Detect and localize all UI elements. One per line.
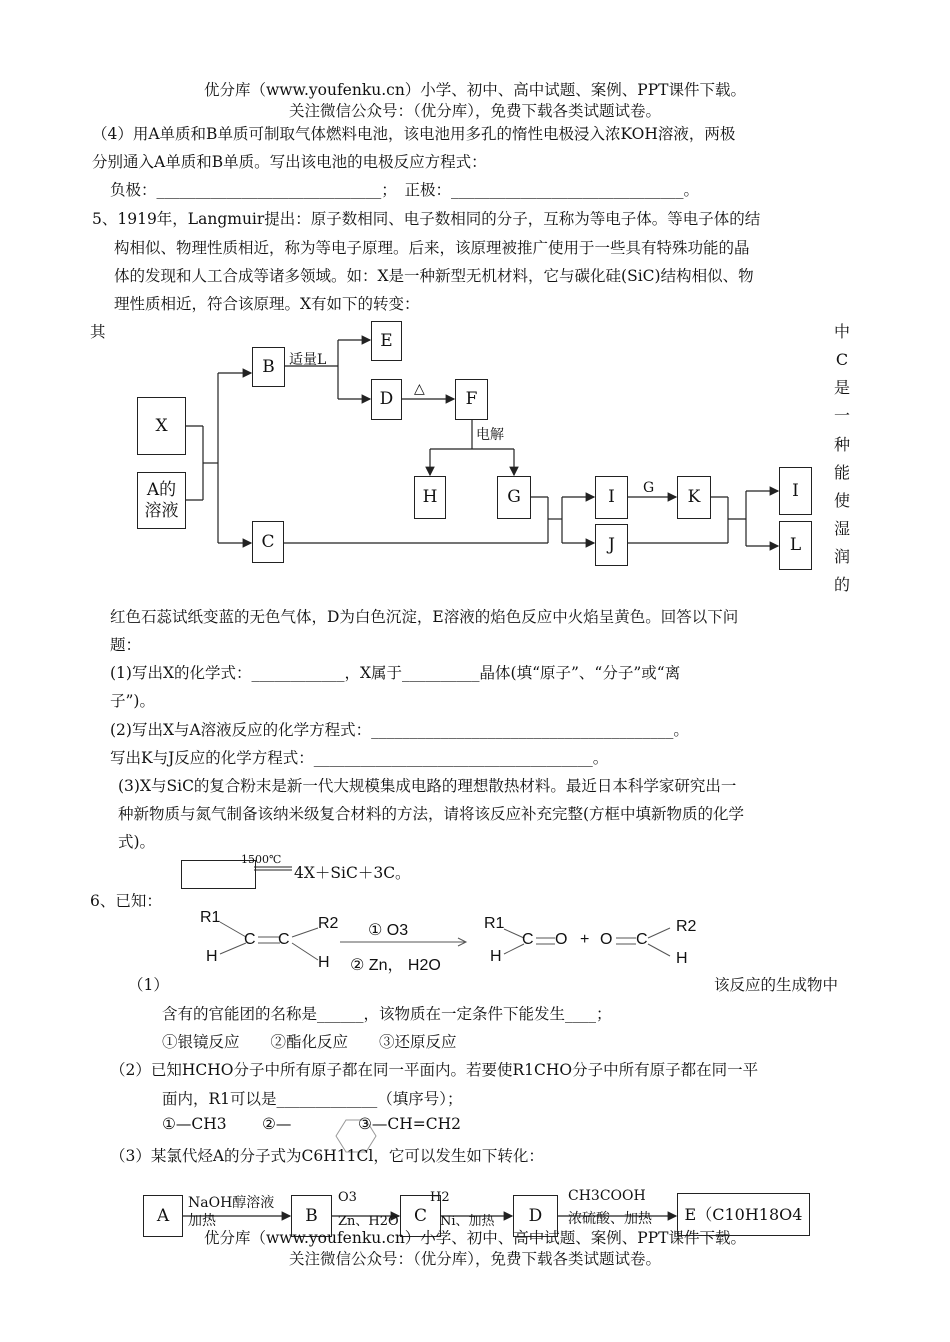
q5-sub3-line1: (3)X与SiC的复合粉末是新一代大规模集成电路的理想散热材料。最近日本科学家研究出一 [118, 777, 737, 795]
q5-sub1-line1: (1)写出X的化学式：____________，X属于__________晶体(填“原子”、“分子”或“离 [110, 664, 681, 682]
chain-node-e: E（C10H18O4 [677, 1193, 810, 1236]
q6-p1-line2: 含有的官能团的名称是______，该物质在一定条件下能发生____； [162, 1005, 612, 1023]
scheme-c1: C [244, 931, 256, 948]
side-char: 能 [833, 463, 850, 482]
side-char: 中 [833, 322, 850, 341]
q5-after-2: 题： [110, 636, 142, 654]
chain-node-d: D [513, 1195, 558, 1237]
q5-sub2-line1: (2)写出X与A溶液反应的化学方程式：_______________________________________。 [110, 721, 689, 739]
q5-sub2-line2: 写出K与J反应的化学方程式：____________________________________。 [110, 749, 609, 767]
q6-p2-opt2: ②— [262, 1115, 292, 1133]
q5-sub3-line2: 种新物质与氮气制备该纳米级复合材料的方法，请将该反应补充完整(方框中填新物质的化学 [118, 805, 745, 823]
q5-sub3-line3: 式)。 [118, 833, 156, 851]
scheme-h1: H [206, 948, 218, 965]
reaction-rhs: 4X＋SiC＋3C。 [294, 864, 411, 882]
scheme-cond1: ① O3 [368, 922, 409, 939]
q5-intro-1: 5、1919年，Langmuir提出：原子数相同、电子数相同的分子，互称为等电子体。等电子体的结 [92, 210, 761, 228]
side-char: 种 [833, 435, 850, 454]
chain-cond3-bottom: Ni、加热 [440, 1214, 495, 1229]
label-proper-l: 适量L [289, 352, 327, 368]
side-char: 是 [833, 378, 850, 397]
product-h2: H [676, 950, 688, 967]
label-electrolysis: 电解 [476, 427, 504, 443]
node-f: F [455, 379, 488, 420]
product-c1: C [522, 931, 534, 948]
side-char: 一 [833, 406, 850, 425]
side-char: C [835, 350, 849, 369]
scheme-r1: R1 [200, 909, 221, 926]
node-c: C [252, 521, 284, 563]
q6-p1-left: （1） [128, 976, 169, 994]
reaction-condition: 1500℃ [241, 853, 282, 866]
header-line-1: 优分库（www.youfenku.cn）小学、初中、高中试题、案例、PPT课件下载。 [203, 81, 747, 99]
chain-node-b: B [291, 1195, 332, 1237]
footer-line-1: 优分库（www.youfenku.cn）小学、初中、高中试题、案例、PPT课件下载。 [203, 1229, 747, 1247]
chain-cond4-top: CH3COOH [568, 1188, 646, 1204]
q5-intro-4: 理性质相近，符合该原理。X有如下的转变： [114, 295, 420, 313]
q5-after-1: 红色石蕊试纸变蓝的无色气体，D为白色沉淀，E溶液的焰色反应中火焰呈黄色。回答以下问 [110, 608, 739, 626]
node-d: D [371, 379, 402, 420]
q6-p2-opt1: ①—CH3 [162, 1115, 227, 1133]
q4-line-3: 负极：_____________________________； 正极：______________________________。 [110, 181, 700, 199]
q6-p2-opt3: ③—CH=CH2 [358, 1115, 461, 1133]
product-r2: R2 [676, 918, 697, 935]
q6-p2-line1: （2）已知HCHO分子中所有原子都在同一平面内。若要使R1CHO分子中所有原子都在同一平 [110, 1061, 759, 1079]
chain-cond4-bottom: 浓硫酸、加热 [568, 1211, 652, 1227]
q5-intro-3: 体的发现和人工合成等诸多领域。如：X是一种新型无机材料，它与碳化硅(SiC)结构相似、物 [114, 267, 754, 285]
node-i-2: I [779, 467, 812, 515]
q5-sub1-line2: 子”)。 [110, 692, 155, 710]
label-g: G [643, 480, 655, 496]
node-a-line2: 溶液 [144, 500, 179, 521]
product-o1: O [555, 931, 568, 948]
side-char: 使 [833, 491, 850, 510]
node-i: I [595, 476, 628, 519]
node-a-line1: A的 [146, 480, 177, 501]
q5-qi: 其 [90, 323, 106, 341]
q6-p1-options: ①银镜反应 ②酯化反应 ③还原反应 [162, 1033, 457, 1051]
q5-intro-2: 构相似、物理性质相近，称为等电子原理。后来，该原理被推广使用于一些具有特殊功能的晶 [114, 239, 750, 257]
node-b: B [252, 347, 285, 387]
node-k: K [677, 476, 711, 519]
chain-cond2-bottom: Zn、H2O [338, 1214, 399, 1229]
q6-label: 6、已知： [90, 892, 162, 910]
footer-line-2: 关注微信公众号：（优分库），免费下载各类试题试卷。 [288, 1250, 661, 1268]
node-j: J [595, 524, 628, 566]
scheme-r2: R2 [318, 915, 339, 932]
chain-cond1-bottom: 加热 [188, 1213, 216, 1229]
q6-p2-line2: 面内，R1可以是_____________（填序号）； [162, 1090, 463, 1108]
node-e: E [371, 321, 402, 361]
product-r1: R1 [484, 915, 505, 932]
node-l: L [779, 521, 812, 570]
node-h: H [414, 476, 446, 519]
q6-p3-line: （3）某氯代烃A的分子式为C6H11Cl，它可以发生如下转化： [110, 1147, 544, 1165]
side-char: 的 [833, 575, 850, 594]
product-c2: C [636, 931, 648, 948]
side-char: 润 [833, 547, 850, 566]
scheme-cond2: ② Zn， H2O [350, 957, 441, 974]
product-h1: H [490, 948, 502, 965]
node-x: X [137, 397, 186, 455]
q6-p1-right: 该反应的生成物中 [714, 976, 839, 994]
chain-node-a: A [143, 1195, 183, 1237]
side-char: 湿 [833, 519, 850, 538]
node-g: G [497, 476, 531, 519]
label-heat: △ [414, 381, 425, 397]
q4-line-1: （4）用A单质和B单质可制取气体燃料电池，该电池用多孔的惰性电极浸入浓KOH溶液，两极 [92, 125, 736, 143]
chain-cond3-top: H2 [430, 1190, 450, 1205]
product-o2: O [600, 931, 613, 948]
scheme-h2: H [318, 954, 330, 971]
chain-cond1-top: NaOH醇溶液 [188, 1195, 275, 1211]
chain-cond2-top: O3 [338, 1190, 357, 1205]
product-plus: + [580, 931, 590, 948]
header-line-2: 关注微信公众号：（优分库），免费下载各类试题试卷。 [288, 102, 661, 120]
scheme-c2: C [278, 931, 290, 948]
chain-node-c: C [400, 1195, 441, 1237]
q4-line-2: 分别通入A单质和B单质。写出该电池的电极反应方程式： [92, 153, 487, 171]
